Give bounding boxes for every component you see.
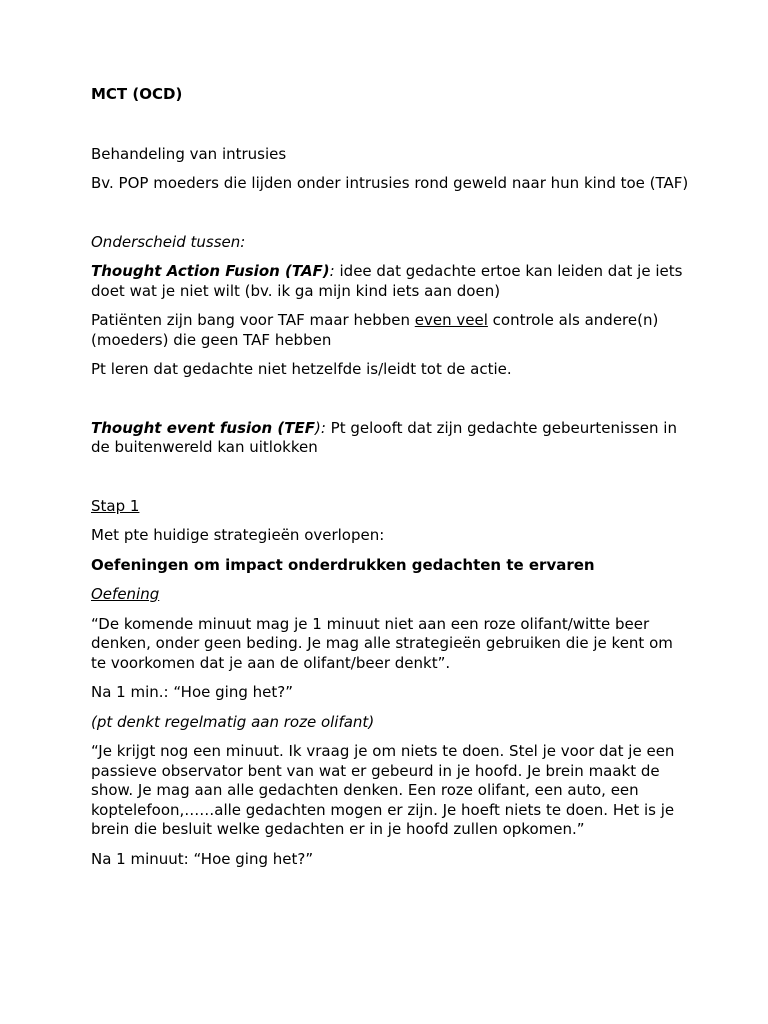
taf-teach-paragraph: Pt leren dat gedachte niet hetzelfde is/leidt tot de actie. <box>91 360 512 378</box>
taf-patients-before: Patiënten zijn bang voor TAF maar hebben <box>91 311 415 329</box>
taf-patients-after: controle als andere(n) (moeders) die geen TAF hebben <box>91 311 659 349</box>
tef-definition: Pt gelooft dat zijn gedachte gebeurtenissen in de buitenwereld kan uitlokken <box>91 418 677 456</box>
exercise-quote-2: “Je krijgt nog een minuut. Ik vraag je om niets te doen. Stel je voor dat je een passieve observator bent van wat er gebeurd in je hoofd. Je brein maakt de show. Je mag aan alle gedachten denken. Een roze olifant, een auto, een koptelefoon,……alle gedachten mogen er zijn. Je hoeft niets te doen. Het is je brein die besluit welke gedachten er in je hoofd zullen opkomen.” <box>91 742 675 838</box>
exercise-quote-1: “De komende minuut mag je 1 minuut niet aan een roze olifant/witte beer denken, onder geen beding. Je mag alle strategieën gebruiken die je kent om te voorkomen dat je aan de olifant/beer denkt”. <box>91 614 673 672</box>
exercise-after-1: Na 1 min.: “Hoe ging het?” <box>91 683 293 701</box>
taf-definition: idee dat gedachte ertoe kan leiden dat je iets doet wat je niet wilt (bv. ik ga mijn kind iets aan doen) <box>91 262 683 300</box>
step1-heading: Stap 1 <box>91 496 140 515</box>
exercise-after-2: Na 1 minuut: “Hoe ging het?” <box>91 849 314 868</box>
tef-paragraph <box>91 419 691 458</box>
document-page <box>91 85 691 879</box>
exercise-note-1: (pt denkt regelmatig aan roze olifant) <box>91 712 375 731</box>
taf-patients-underlined: even veel <box>414 311 488 329</box>
tef-suffix: ): <box>314 418 326 437</box>
intro-example: Bv. POP moeders die lijden onder intrusies rond geweld naar hun kind toe (TAF) <box>91 174 689 192</box>
step1-line1: Met pte huidige strategieën overlopen: <box>91 526 385 544</box>
intro-heading: Behandeling van intrusies <box>91 144 287 163</box>
taf-patients-paragraph <box>91 311 691 350</box>
document-title: MCT (OCD) <box>91 85 183 103</box>
taf-paragraph <box>91 262 691 301</box>
taf-term: Thought Action Fusion (TAF) <box>91 262 330 280</box>
exercise-heading: Oefeningen om impact onderdrukken gedachten te ervaren <box>91 555 595 574</box>
tef-term: Thought event fusion (TEF <box>91 418 315 437</box>
taf-colon: : <box>329 262 335 280</box>
distinction-heading: Onderscheid tussen: <box>91 232 246 251</box>
exercise-label: Oefening <box>91 585 160 603</box>
